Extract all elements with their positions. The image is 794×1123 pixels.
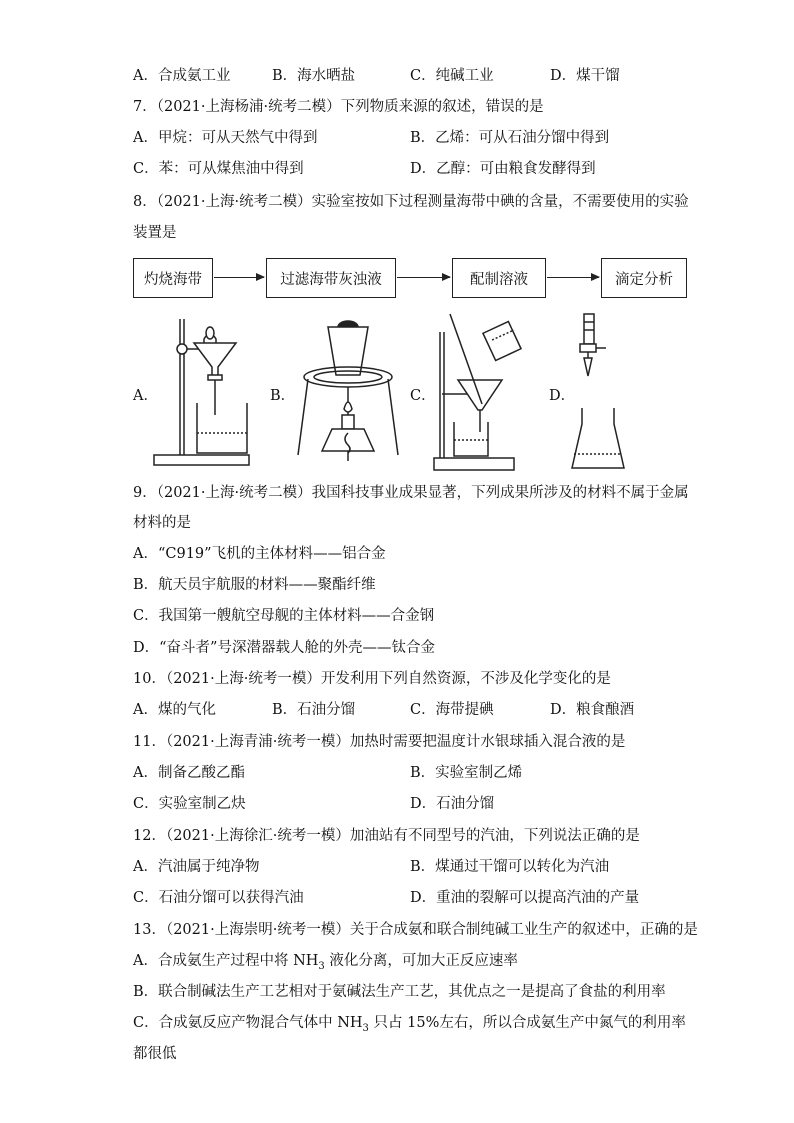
apparatus-label-c: C． <box>410 388 436 404</box>
q6-option-c: C．纯碱工业 <box>410 68 494 84</box>
apparatus-d-burette-flask <box>568 312 648 472</box>
q6-option-a: A．合成氨工业 <box>133 68 231 84</box>
q10-option-d: D．粮食酿酒 <box>550 702 635 718</box>
q6-option-b: B．海水晒盐 <box>272 68 356 84</box>
apparatus-label-d: D． <box>549 388 576 404</box>
flow-arrow-1 <box>214 277 264 278</box>
flow-arrow-2 <box>397 277 450 278</box>
flow-arrow-3 <box>547 277 599 278</box>
q13-option-c-line2: 都很低 <box>133 1046 177 1062</box>
q9-stem-line2: 材料的是 <box>133 515 191 531</box>
q9-stem-line1: 9．（2021·上海·统考二模）我国科技事业成果显著，下列成果所涉及的材料不属于金属 <box>133 485 689 501</box>
q7-option-c: C．苯：可从煤焦油中得到 <box>133 161 304 177</box>
flow-step-3: 配制溶液 <box>452 258 546 298</box>
q11-stem: 11．（2021·上海青浦·统考一模）加热时需要把温度计水银球插入混合液的是 <box>133 734 626 750</box>
q7-option-b: B．乙烯：可从石油分馏中得到 <box>410 130 610 146</box>
q12-option-c: C．石油分馏可以获得汽油 <box>133 890 304 906</box>
q11-option-a: A．制备乙酸乙酯 <box>133 765 245 781</box>
q11-option-b: B．实验室制乙烯 <box>410 765 523 781</box>
q13-option-c: C．合成氨反应产物混合气体中 $NH_3$ 只占 15%左右，所以合成氨生产中氮气的利用率 <box>133 1015 686 1034</box>
q10-stem: 10．（2021·上海·统考一模）开发利用下列自然资源，不涉及化学变化的是 <box>133 671 611 687</box>
flow-step-2: 过滤海带灰浊液 <box>266 258 396 298</box>
q9-option-a: A．“C919”飞机的主体材料——铝合金 <box>133 546 386 562</box>
q10-option-c: C．海带提碘 <box>410 702 494 718</box>
q13-option-b: B．联合制碱法生产工艺相对于氨碱法生产工艺，其优点之一是提高了食盐的利用率 <box>133 984 666 1000</box>
flow-step-4: 滴定分析 <box>601 258 687 298</box>
q10-option-a: A．煤的气化 <box>133 702 216 718</box>
q8-stem-line1: 8．（2021·上海·统考二模）实验室按如下过程测量海带中碘的含量，不需要使用的实验 <box>133 194 689 210</box>
q9-option-d: D．“奋斗者”号深潜器载人舱的外壳——钛合金 <box>133 640 435 656</box>
q7-stem: 7．（2021·上海杨浦·统考二模）下列物质来源的叙述，错误的是 <box>133 99 544 115</box>
q12-stem: 12．（2021·上海徐汇·统考一模）加油站有不同型号的汽油，下列说法正确的是 <box>133 828 640 844</box>
apparatus-label-a: A． <box>133 388 158 404</box>
q12-option-a: A．汽油属于纯净物 <box>133 859 260 875</box>
q13-option-a: A．合成氨生产过程中将 $NH_3$ 液化分离，可加大正反应速率 <box>133 953 518 972</box>
q11-option-d: D．石油分馏 <box>410 796 495 812</box>
apparatus-label-b: B． <box>270 388 296 404</box>
q9-option-c: C．我国第一艘航空母舰的主体材料——合金钢 <box>133 608 435 624</box>
q7-option-a: A．甲烷：可从天然气中得到 <box>133 130 318 146</box>
q12-option-b: B．煤通过干馏可以转化为汽油 <box>410 859 610 875</box>
q8-stem-line2: 装置是 <box>133 225 177 241</box>
q13-stem: 13．（2021·上海崇明·统考一模）关于合成氨和联合制纯碱工业生产的叙述中，正确的是 <box>133 922 698 938</box>
apparatus-c-filtration <box>430 312 542 472</box>
q7-option-d: D．乙醇：可由粮食发酵得到 <box>410 161 596 177</box>
apparatus-a-separatory-funnel <box>152 315 262 470</box>
apparatus-b-crucible-burner <box>292 315 402 470</box>
q11-option-c: C．实验室制乙炔 <box>133 796 246 812</box>
q10-option-b: B．石油分馏 <box>272 702 356 718</box>
q9-option-b: B．航天员宇航服的材料——聚酯纤维 <box>133 577 376 593</box>
q6-option-d: D．煤干馏 <box>550 68 620 84</box>
flow-step-1: 灼烧海带 <box>133 258 213 298</box>
q12-option-d: D．重油的裂解可以提高汽油的产量 <box>410 890 640 906</box>
